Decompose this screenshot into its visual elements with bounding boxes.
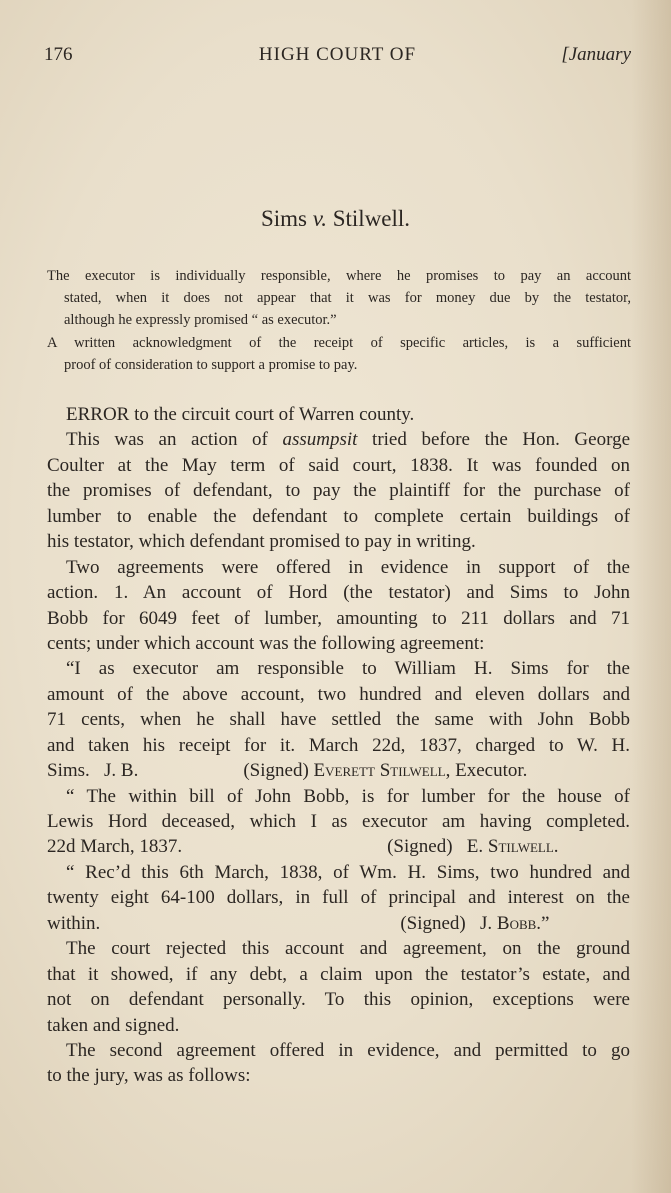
body-line: 71 cents, when he shall have settled the same with John Bobb bbox=[47, 709, 630, 731]
body-line: “ Rec’d this 6th March, 1838, of Wm. H. Sims, two hundred and bbox=[66, 861, 630, 883]
body-line: the promises of defendant, to pay the plaintiff for the purchase of bbox=[47, 480, 630, 502]
headnote-line: The executor is individually responsible, where he promises to pay an account bbox=[47, 268, 631, 284]
running-title: HIGH COURT OF bbox=[258, 44, 417, 65]
body-line: amount of the above account, two hundred and eleven dollars and bbox=[47, 683, 630, 705]
line-segment: , Executor. bbox=[445, 760, 528, 782]
line-segment: . bbox=[553, 836, 559, 858]
body-line: not on defendant personally. To this opinion, exceptions were bbox=[47, 989, 630, 1011]
body-line: action. 1. An account of Hord (the testator) and Sims to John bbox=[47, 582, 630, 604]
body-line bbox=[47, 834, 630, 859]
line-segment: Sims. J. B. bbox=[47, 760, 139, 782]
headnotes bbox=[47, 265, 631, 376]
body-line: his testator, which defendant promised to pay in writing. bbox=[47, 531, 476, 553]
line-segment: .” bbox=[536, 912, 550, 934]
page-edge-shadow bbox=[631, 0, 671, 1193]
headnote-line: proof of consideration to support a promise to pay. bbox=[64, 356, 358, 373]
line-segment: (Signed) E. bbox=[387, 836, 488, 858]
opinion-body bbox=[47, 402, 630, 1089]
page-number: 176 bbox=[44, 44, 73, 65]
italic-term: assumpsit bbox=[282, 429, 358, 451]
running-header bbox=[44, 44, 631, 70]
defendant: Stilwell. bbox=[332, 206, 411, 231]
body-line: The second agreement offered in evidence, and permitted to go bbox=[66, 1039, 630, 1061]
body-line: “I as executor am responsible to William H. Sims for the bbox=[66, 658, 630, 680]
body-line bbox=[47, 427, 630, 452]
line-segment: This was an action of bbox=[66, 429, 283, 451]
body-line bbox=[47, 911, 630, 936]
line-segment: (Signed) bbox=[243, 760, 314, 782]
signatory-name: Bobb bbox=[496, 912, 537, 934]
body-line bbox=[47, 758, 630, 783]
line-segment: (Signed) J. bbox=[400, 912, 497, 934]
case-title bbox=[0, 206, 671, 232]
body-line: Lewis Hord deceased, which I as executor am having completed. bbox=[47, 811, 630, 832]
body-line: Coulter at the May term of said court, 1838. It was founded on bbox=[47, 454, 630, 476]
plaintiff: Sims bbox=[260, 206, 307, 231]
headnote-line: stated, when it does not appear that it was for money due by the testator, bbox=[64, 290, 631, 307]
body-line: lumber to enable the defendant to complete certain buildings of bbox=[47, 505, 630, 527]
body-line: to the jury, was as follows: bbox=[47, 1065, 251, 1087]
line-segment: within. bbox=[47, 912, 101, 934]
body-line: twenty eight 64-100 dollars, in full of principal and interest on the bbox=[47, 887, 630, 909]
running-month: [January bbox=[561, 44, 631, 65]
versus: v. bbox=[312, 206, 327, 231]
body-line: Two agreements were offered in evidence in support of the bbox=[66, 556, 630, 578]
signatory-name: Stilwell bbox=[487, 836, 554, 858]
headnote-line: A written acknowledgment of the receipt of specific articles, is a sufficient bbox=[47, 334, 631, 351]
body-line: that it showed, if any debt, a claim upon the testator’s estate, and bbox=[47, 963, 630, 985]
body-line: Bobb for 6049 feet of lumber, amounting to 211 dollars and 71 bbox=[47, 607, 630, 629]
body-line: ERROR to the circuit court of Warren county. bbox=[66, 404, 415, 425]
line-segment: 22d March, 1837. bbox=[47, 836, 183, 858]
body-line: The court rejected this account and agreement, on the ground bbox=[66, 938, 630, 960]
headnote-line: although he expressly promised “ as executor.” bbox=[64, 312, 337, 329]
signatory-name: Everett Stilwell bbox=[313, 760, 446, 782]
line-segment: tried before the Hon. George bbox=[357, 429, 631, 451]
body-line: taken and signed. bbox=[47, 1014, 180, 1036]
body-line: “ The within bill of John Bobb, is for lumber for the house of bbox=[66, 785, 630, 807]
body-line: and taken his receipt for it. March 22d, 1837, charged to W. H. bbox=[47, 734, 630, 756]
body-line: cents; under which account was the following agreement: bbox=[47, 632, 485, 654]
